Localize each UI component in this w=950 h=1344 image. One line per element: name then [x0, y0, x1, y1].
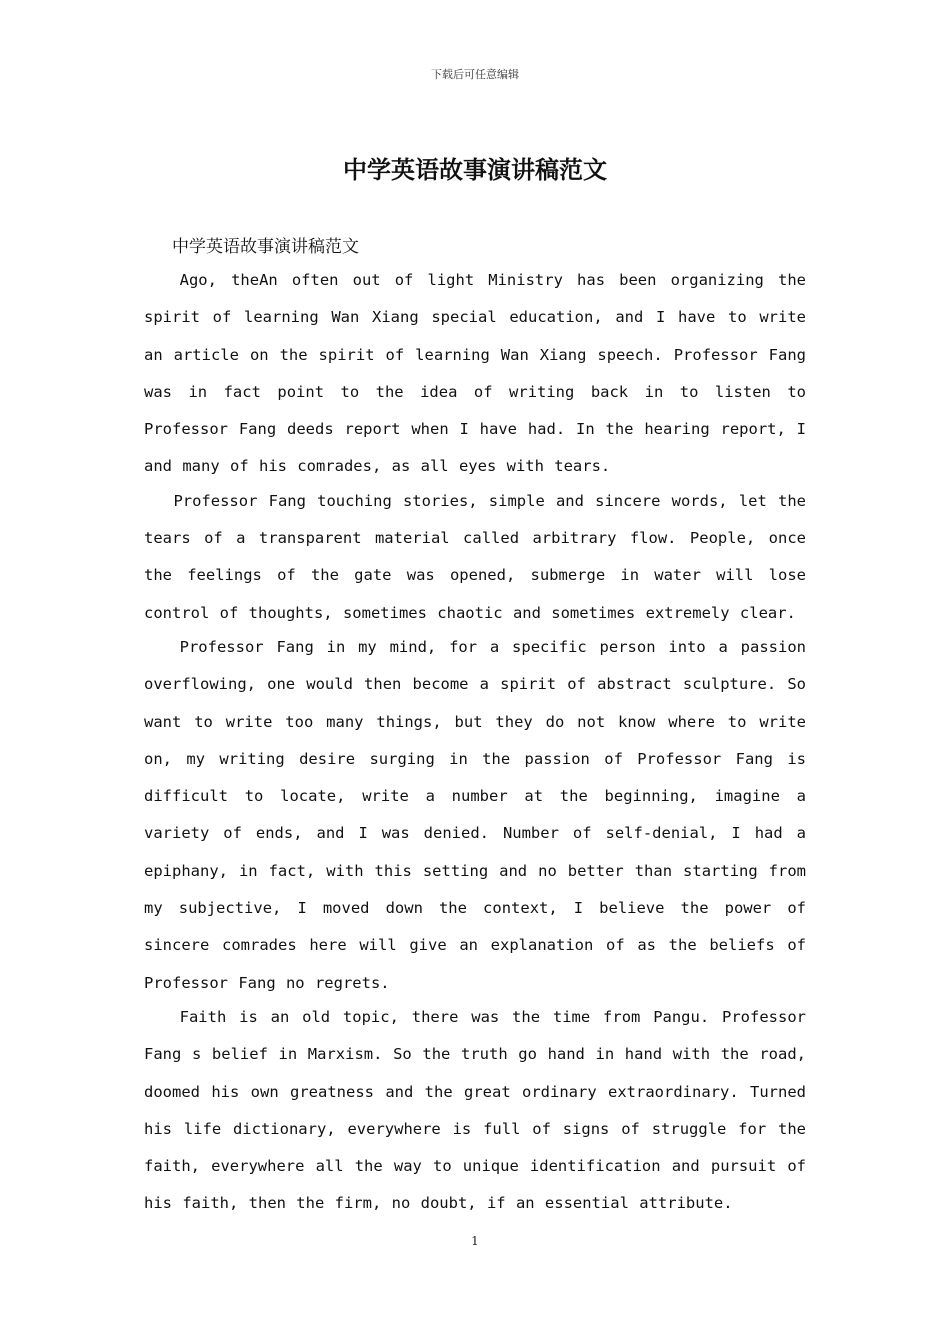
document-title: 中学英语故事演讲稿范文 — [343, 156, 607, 184]
paragraph-2: Professor Fang touching stories, simple and sincere words, let the tears of a transparent material called arbitrary flow. People, once the feelings of the gate was opened, submerge in water will lose control of thoughts, sometimes chaotic and sometimes extremely clear. — [144, 491, 806, 622]
document-subtitle: 中学英语故事演讲稿范文 — [172, 237, 359, 257]
page-number: 1 — [471, 1234, 479, 1248]
paragraph-4: Faith is an old topic, there was the time from Pangu. Professor Fang s belief in Marxism. So the truth go hand in hand with the road, doomed his own greatness and the great ordinary extraordinary. Turned his life dictionary, everywhere is full of signs of struggle for the faith, everywhere all the way to unique identification and pursuit of his faith, then the firm, no doubt, if an essential attribute. — [144, 1007, 806, 1213]
page-header-note: 下载后可任意编辑 — [431, 68, 519, 81]
document-body — [144, 262, 806, 1220]
paragraph-1: Ago, theAn often out of light Ministry has been organizing the spirit of learning Wan Xiang special education, and I have to write an article on the spirit of learning Wan Xiang speech. Professor Fang was in fact point to the idea of writing back in to listen to Professor Fang deeds report when I have had. In the hearing report, I and many of his comrades, as all eyes with tears. — [144, 271, 806, 476]
paragraph-3: Professor Fang in my mind, for a specific person into a passion overflowing, one would then become a spirit of abstract sculpture. So want to write too many things, but they do not know where to write on, my writing desire surging in the passion of Professor Fang is difficult to locate, write a number at the beginning, imagine a variety of ends, and I was denied. Number of self-denial, I had a epiphany, in fact, with this setting and no better than starting from my subjective, I moved down the context, I believe the power of sincere comrades here will give an explanation of as the beliefs of Professor Fang no regrets. — [144, 637, 806, 992]
